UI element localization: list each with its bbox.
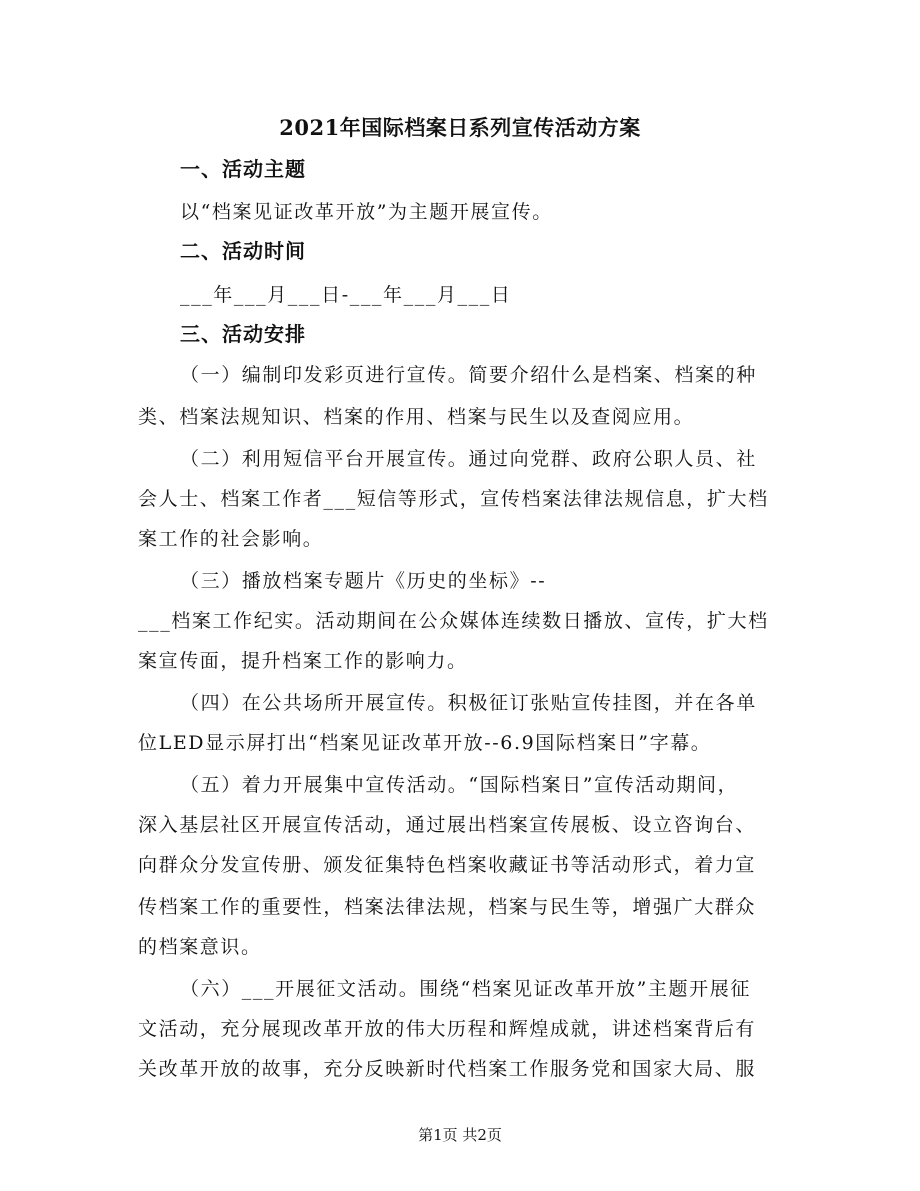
paragraph-line: （三）播放档案专题片《历史的坐标》-- [180,570,547,592]
paragraph-line: 的档案意识。 [138,936,262,958]
paragraph-line: 传档案工作的重要性，档案法律法规，档案与民生等，增强广大群众 [138,896,757,918]
paragraph-line: 类、档案法规知识、档案的作用、档案与民生以及查阅应用。 [138,406,695,428]
paragraph-line: ___档案工作纪实。活动期间在公众媒体连续数日播放、宣传，扩大档 [138,610,769,632]
paragraph-line: 向群众分发宣传册、颁发征集特色档案收藏证书等活动形式，着力宣 [138,854,757,876]
section-heading-theme: 一、活动主题 [180,157,306,181]
paragraph-line: 关改革开放的故事，充分反映新时代档案工作服务党和国家大局、服 [138,1058,757,1080]
paragraph-line: （一）编制印发彩页进行宣传。简要介绍什么是档案、档案的种 [180,364,757,386]
section-text-theme: 以“档案见证改革开放”为主题开展宣传。 [180,201,553,223]
paragraph-line: 案工作的社会影响。 [138,528,324,550]
paragraph-line: （二）利用短信平台开展宣传。通过向党群、政府公职人员、社 [180,448,757,470]
paragraph-line: （四）在公共场所开展宣传。积极征订张贴宣传挂图，并在各单 [180,692,757,714]
page-number: 第1页 共2页 [418,1126,502,1144]
document-title: 2021年国际档案日系列宣传活动方案 [279,115,641,140]
paragraph-line: 文活动，充分展现改革开放的伟大历程和辉煌成就，讲述档案背后有 [138,1018,757,1040]
section-heading-time: 二、活动时间 [180,239,306,263]
paragraph-line: 会人士、档案工作者___短信等形式，宣传档案法律法规信息，扩大档 [138,488,769,510]
paragraph-line: （六）___开展征文活动。围绕“档案见证改革开放”主题开展征 [180,978,751,1000]
paragraph-line: （五）着力开展集中宣传活动。“国际档案日”宣传活动期间， [180,774,739,796]
section-heading-arrangement: 三、活动安排 [180,322,306,346]
paragraph-line: 案宣传面，提升档案工作的影响力。 [138,650,468,672]
section-text-time: ___年___月___日-___年___月___日 [180,284,512,306]
paragraph-line: 深入基层社区开展宣传活动，通过展出档案宣传展板、设立咨询台、 [138,814,757,836]
paragraph-line: 位LED显示屏打出“档案见证改革开放--6.9国际档案日”字幕。 [138,732,712,754]
